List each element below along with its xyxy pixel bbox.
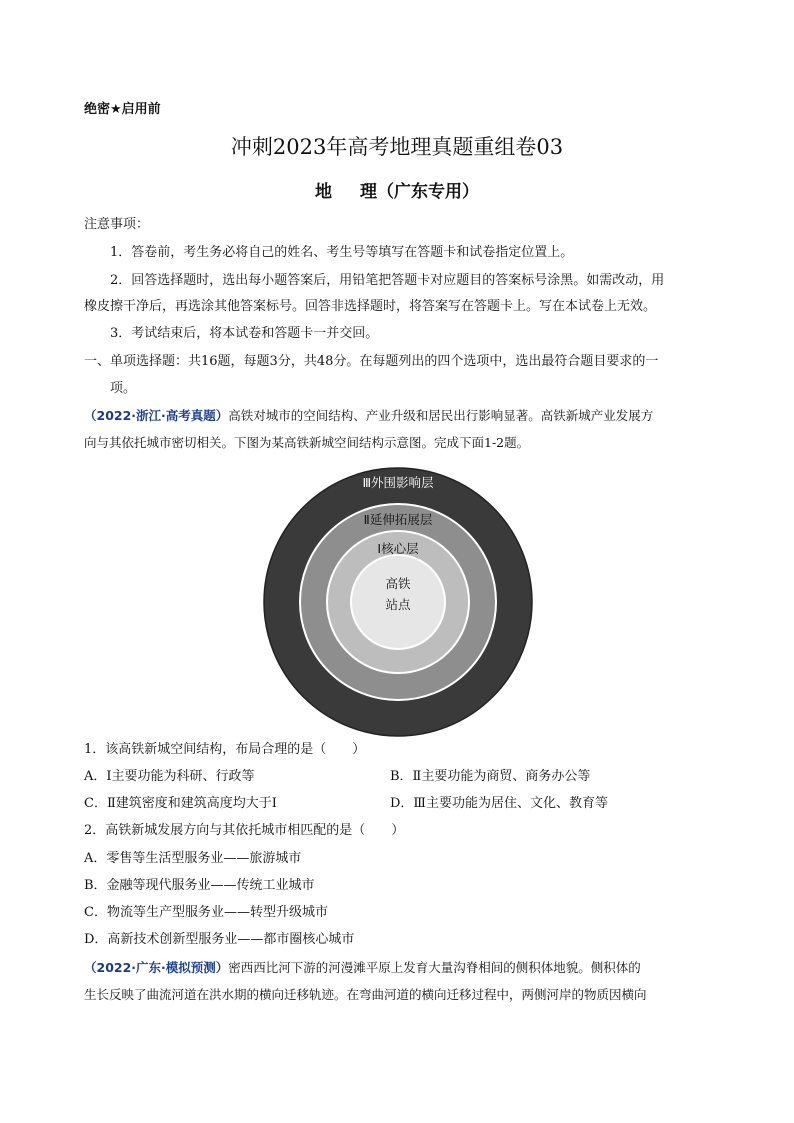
notice-item-2-line-1: 2．回答选择题时，选出每小题答案后，用铅笔把答题卡对应题目的答案标号涂黑。如需改动，用 <box>110 273 665 288</box>
passage-2-line-2: 生长反映了曲流河道在洪水期的横向迁移轨迹。在弯曲河道的横向迁移过程中，两侧河岸的物质因横向 <box>84 987 647 1002</box>
question-2-option-d: D．高新技术创新型服务业——都市圈核心城市 <box>84 932 355 947</box>
passage-2-line-1 <box>84 958 641 978</box>
subject-char-1: 地 <box>315 182 332 202</box>
passage-1-line-2: 向与其依托城市密切相关。下图为某高铁新城空间结构示意图。完成下面1-2题。 <box>84 435 530 450</box>
question-2-stem: 2．高铁新城发展方向与其依托城市相匹配的是（ ） <box>84 823 405 838</box>
passage-1-source: （2022·浙江·高考真题） <box>84 408 229 423</box>
passage-1-line-1 <box>84 406 653 426</box>
question-1-stem: 1．该高铁新城空间结构，布局合理的是（ ） <box>84 742 366 757</box>
confidential-label: 绝密★启用前 <box>84 102 161 117</box>
question-1-option-c: C．Ⅱ建筑密度和建筑高度均大于Ⅰ <box>84 796 277 811</box>
section-heading-line-1: 一、单项选择题：共16题，每题3分，共48分。在每题列出的四个选项中，选出最符合题目要求的一 <box>84 354 659 369</box>
center-label-line-1: 高铁 <box>385 576 411 591</box>
outer-ring-label: Ⅲ外围影响层 <box>362 475 434 490</box>
notice-item-2-line-2: 橡皮擦干净后，再选涂其他答案标号。回答非选择题时，将答案写在答题卡上。写在本试卷上无效。 <box>84 299 657 314</box>
question-1-option-a: A．Ⅰ主要功能为科研、行政等 <box>84 769 255 784</box>
notice-heading: 注意事项： <box>84 217 150 232</box>
inner-ring-label: Ⅰ核心层 <box>377 541 419 556</box>
section-heading-line-2: 项。 <box>110 381 137 396</box>
notice-item-3: 3．考试结束后，将本试卷和答题卡一并交回。 <box>110 326 379 341</box>
exam-subtitle <box>0 177 794 202</box>
center-label-line-2: 站点 <box>385 597 411 612</box>
high-speed-rail-city-structure-diagram <box>262 466 534 738</box>
notice-item-1: 1．答卷前，考生务必将自己的姓名、考生号等填写在答题卡和试卷指定位置上。 <box>110 245 574 260</box>
middle-ring-label: Ⅱ延伸拓展层 <box>363 512 433 527</box>
question-1-option-d: D．Ⅲ主要功能为居住、文化、教育等 <box>390 796 608 811</box>
question-2-option-c: C．物流等生产型服务业——转型升级城市 <box>84 905 328 920</box>
question-2-option-b: B．金融等现代服务业——传统工业城市 <box>84 878 315 893</box>
exam-title: 冲刺2023年高考地理真题重组卷03 <box>230 135 564 159</box>
question-1-option-b: B．Ⅱ主要功能为商贸、商务办公等 <box>390 769 591 784</box>
question-2-option-a: A．零售等生活型服务业——旅游城市 <box>84 851 302 866</box>
passage-2-text: 密西西比河下游的河漫滩平原上发育大量沟脊相间的侧积体地貌。侧积体的 <box>228 960 641 975</box>
passage-2-source: （2022·广东·模拟预测） <box>84 960 229 975</box>
subject-rest: 理（广东专用） <box>360 182 479 202</box>
passage-1-text: 高铁对城市的空间结构、产业升级和居民出行影响显著。高铁新城产业发展方 <box>228 408 654 423</box>
